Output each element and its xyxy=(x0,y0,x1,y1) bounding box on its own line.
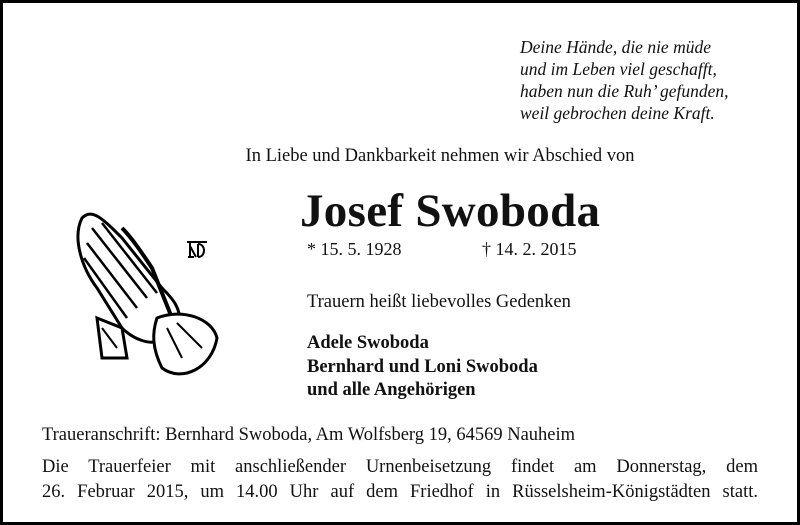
funeral-details xyxy=(42,455,758,505)
durer-monogram xyxy=(186,240,208,263)
funeral-line: Die Trauerfeier mit anschließender Urnenbeisetzung findet am Donnerstag, dem xyxy=(42,457,758,477)
intro-text: In Liebe und Dankbarkeit nehmen wir Abschied von xyxy=(245,146,635,166)
relative-name: Bernhard und Loni Swoboda xyxy=(307,356,538,377)
poem-line: und im Leben viel geschafft, xyxy=(520,59,717,79)
mourning-line: Trauern heißt liebevolles Gedenken xyxy=(307,292,571,312)
poem xyxy=(520,36,729,124)
poem-line: weil gebrochen deine Kraft. xyxy=(520,103,715,123)
birth-date: * 15. 5. 1928 xyxy=(307,239,402,259)
poem-line: Deine Hände, die nie müde xyxy=(520,37,711,57)
praying-hands-illustration xyxy=(62,198,222,388)
relative-name: und alle Angehörigen xyxy=(307,380,476,400)
relatives-list xyxy=(307,332,538,403)
relative-name: Adele Swoboda xyxy=(307,333,429,353)
mourning-address: Traueranschrift: Bernhard Swoboda, Am Wolfsberg 19, 64569 Nauheim xyxy=(42,425,576,445)
deceased-name: Josef Swoboda xyxy=(300,185,601,237)
funeral-line: 26. Februar 2015, um 14.00 Uhr auf dem Friedhof in Rüsselsheim-Königstädten statt. xyxy=(42,482,758,502)
poem-line: haben nun die Ruh’ gefunden, xyxy=(520,81,729,101)
death-date: † 14. 2. 2015 xyxy=(482,239,577,259)
